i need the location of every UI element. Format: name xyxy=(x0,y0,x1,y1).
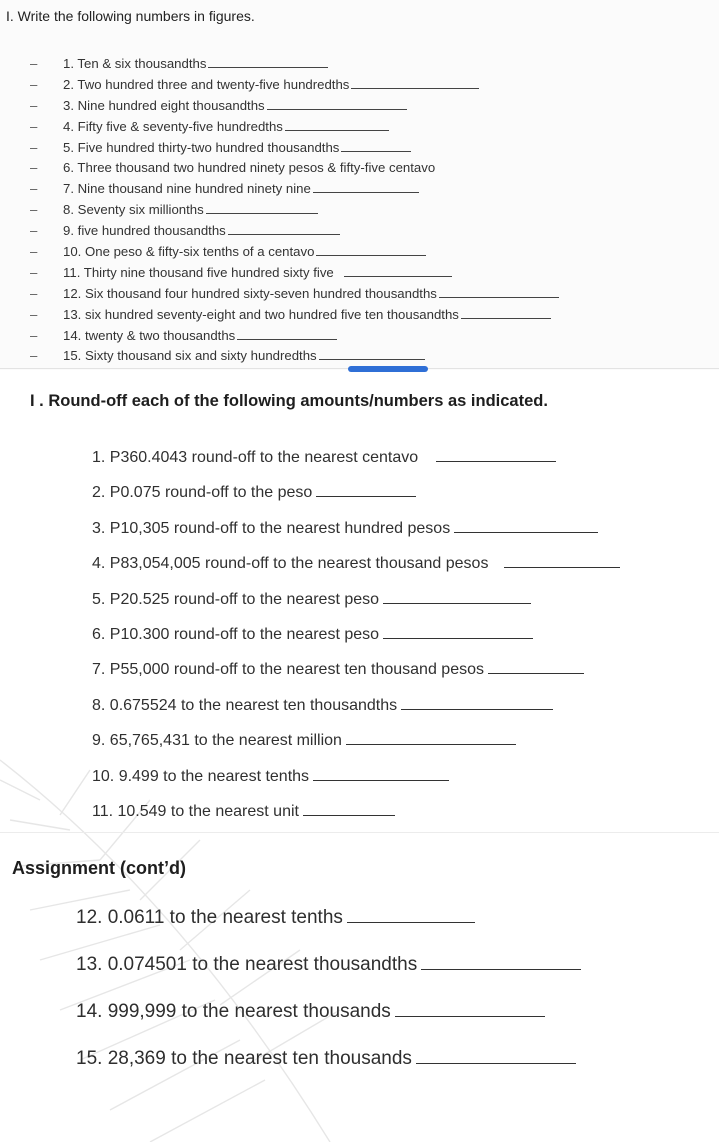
list-item xyxy=(30,346,559,367)
answer-blank[interactable] xyxy=(346,730,516,745)
list-item xyxy=(30,179,559,200)
list-item xyxy=(30,117,559,138)
answer-blank[interactable] xyxy=(206,200,318,214)
dash-mark: – xyxy=(30,202,38,218)
question-text: 6. Three thousand two hundred ninety pesos & fifty-five centavo xyxy=(63,160,436,176)
answer-blank[interactable] xyxy=(421,953,581,970)
answer-blank[interactable] xyxy=(504,553,620,568)
question-text: 14. twenty & two thousandths xyxy=(63,327,236,343)
question-text: 4. P83,054,005 round-off to the nearest thousand pesos xyxy=(92,555,489,573)
dash-mark: – xyxy=(30,139,38,155)
list-item xyxy=(92,582,620,617)
answer-blank[interactable] xyxy=(316,482,416,497)
answer-blank[interactable] xyxy=(344,263,452,277)
question-text: 7. Nine thousand nine hundred ninety nine xyxy=(63,181,311,197)
answer-blank[interactable] xyxy=(416,1047,576,1064)
question-text: 11. 10.549 to the nearest unit xyxy=(92,802,299,820)
assignment-title: Assignment (cont’d) xyxy=(12,858,186,878)
scroll-indicator xyxy=(348,366,428,372)
answer-blank[interactable] xyxy=(383,624,533,639)
question-text: 12. Six thousand four hundred sixty-seven hundred thousandths xyxy=(63,285,437,301)
list-item xyxy=(30,54,559,75)
question-text: 3. P10,305 round-off to the nearest hundred pesos xyxy=(92,519,451,537)
list-item xyxy=(92,546,620,581)
answer-blank[interactable] xyxy=(319,346,425,360)
list-item xyxy=(76,900,581,947)
answer-blank[interactable] xyxy=(488,659,584,674)
dash-mark: – xyxy=(30,181,38,197)
section2-title: I . Round-off each of the following amounts/numbers as indicated. xyxy=(30,392,548,410)
dash-mark: – xyxy=(30,56,38,71)
answer-blank[interactable] xyxy=(228,221,340,235)
list-item xyxy=(76,947,581,994)
answer-blank[interactable] xyxy=(313,179,419,193)
dash-mark: – xyxy=(30,244,38,260)
list-item xyxy=(76,994,581,1041)
dash-mark: – xyxy=(30,97,38,113)
section-write-in-figures xyxy=(0,0,719,370)
list-item xyxy=(92,688,620,723)
list-item xyxy=(30,138,559,159)
answer-blank[interactable] xyxy=(341,138,411,152)
answer-blank[interactable] xyxy=(351,75,479,89)
list-item xyxy=(92,723,620,758)
question-text: 15. 28,369 to the nearest ten thousands xyxy=(76,1048,412,1069)
list-item xyxy=(30,75,559,96)
dash-mark: – xyxy=(30,223,38,239)
dash-mark: – xyxy=(30,285,38,301)
figures-question-list xyxy=(30,54,559,367)
assignment-question-list xyxy=(76,900,581,1088)
answer-blank[interactable] xyxy=(454,518,598,533)
list-item xyxy=(92,475,620,510)
question-text: 13. six hundred seventy-eight and two hundred five ten thousandths xyxy=(63,306,459,322)
list-item xyxy=(30,284,559,305)
question-text: 8. 0.675524 to the nearest ten thousandths xyxy=(92,696,398,714)
question-text: 11. Thirty nine thousand five hundred sixty five xyxy=(63,264,334,280)
dash-mark: – xyxy=(30,327,38,343)
list-item xyxy=(30,158,559,179)
question-text: 1. Ten & six thousandths xyxy=(63,56,207,71)
list-item xyxy=(30,200,559,221)
answer-blank[interactable] xyxy=(401,695,553,710)
list-item xyxy=(30,96,559,117)
question-text: 13. 0.074501 to the nearest thousandths xyxy=(76,954,418,975)
dash-mark: – xyxy=(30,306,38,322)
list-item xyxy=(30,263,559,284)
answer-blank[interactable] xyxy=(439,284,559,298)
list-item xyxy=(76,1041,581,1088)
list-item xyxy=(30,242,559,263)
list-item xyxy=(30,305,559,326)
question-text: 8. Seventy six millionths xyxy=(63,202,204,218)
question-text: 2. Two hundred three and twenty-five hundredths xyxy=(63,76,350,92)
question-text: 4. Fifty five & seventy-five hundredths xyxy=(63,118,283,134)
answer-blank[interactable] xyxy=(316,242,426,256)
answer-blank[interactable] xyxy=(237,326,337,340)
question-text: 10. 9.499 to the nearest tenths xyxy=(92,767,310,785)
answer-blank[interactable] xyxy=(267,96,407,110)
section1-title: I. Write the following numbers in figures. xyxy=(6,8,255,24)
list-item xyxy=(92,511,620,546)
question-text: 12. 0.0611 to the nearest tenths xyxy=(76,907,343,928)
list-item xyxy=(92,759,620,794)
question-text: 5. Five hundred thirty-two hundred thousandths xyxy=(63,139,340,155)
question-text: 5. P20.525 round-off to the nearest peso xyxy=(92,590,380,608)
dash-mark: – xyxy=(30,264,38,280)
question-text: 6. P10.300 round-off to the nearest peso xyxy=(92,625,380,643)
list-item xyxy=(30,221,559,242)
question-text: 9. 65,765,431 to the nearest million xyxy=(92,732,342,750)
question-text: 1. P360.4043 round-off to the nearest centavo xyxy=(92,449,419,466)
list-item xyxy=(92,652,620,687)
answer-blank[interactable] xyxy=(383,589,531,604)
answer-blank[interactable] xyxy=(436,447,556,462)
answer-blank[interactable] xyxy=(303,801,395,816)
question-text: 3. Nine hundred eight thousandths xyxy=(63,97,265,113)
question-text: 9. five hundred thousandths xyxy=(63,223,226,239)
answer-blank[interactable] xyxy=(347,906,475,923)
question-text: 2. P0.075 round-off to the peso xyxy=(92,484,313,502)
list-item xyxy=(92,440,620,475)
list-item xyxy=(30,326,559,347)
section-divider xyxy=(0,832,719,833)
dash-mark: – xyxy=(30,348,38,364)
round-off-question-list xyxy=(92,440,620,829)
answer-blank[interactable] xyxy=(285,117,389,131)
list-item xyxy=(92,617,620,652)
dash-mark: – xyxy=(30,160,38,176)
dash-mark: – xyxy=(30,118,38,134)
list-item xyxy=(92,794,620,829)
answer-blank[interactable] xyxy=(208,54,328,68)
answer-blank[interactable] xyxy=(461,305,551,319)
question-text: 14. 999,999 to the nearest thousands xyxy=(76,1001,391,1022)
question-text: 10. One peso & fifty-six tenths of a centavo xyxy=(63,244,315,260)
question-text: 7. P55,000 round-off to the nearest ten thousand pesos xyxy=(92,661,484,679)
question-text: 15. Sixty thousand six and sixty hundredths xyxy=(63,348,317,364)
answer-blank[interactable] xyxy=(313,766,449,781)
dash-mark: – xyxy=(30,76,38,92)
answer-blank[interactable] xyxy=(395,1000,545,1017)
